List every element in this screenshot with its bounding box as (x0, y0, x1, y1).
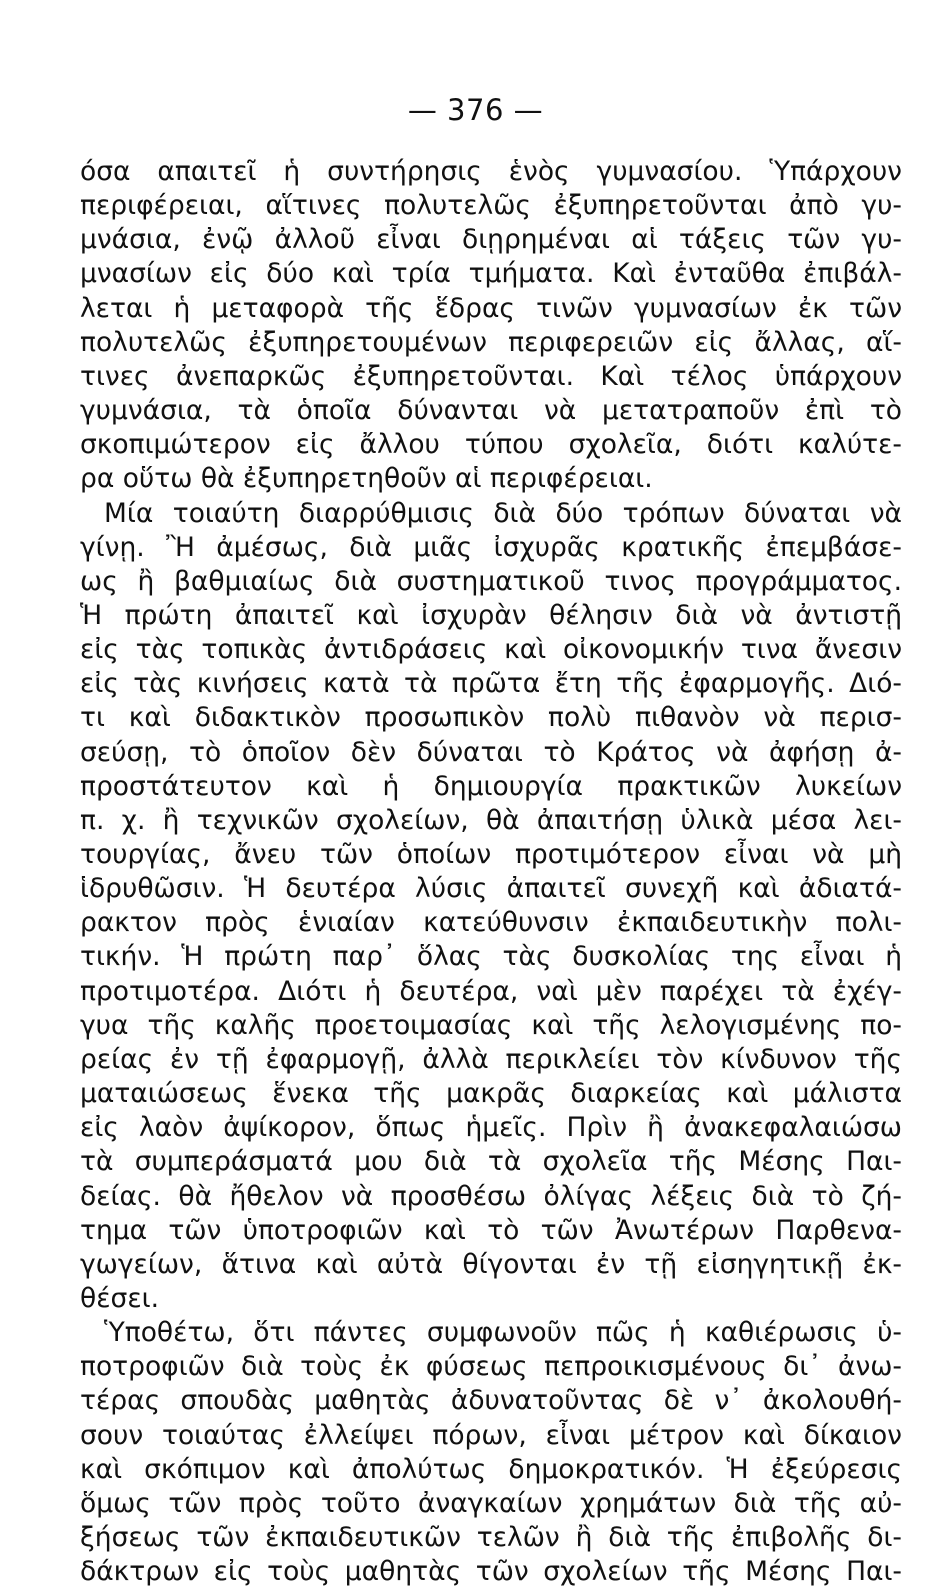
text-line: π. χ. ἢ τεχνικῶν σχολείων, θὰ ἀπαιτήσῃ ὑλικὰ μέσα λει- (80, 804, 902, 836)
text-line: ρα οὕτω θὰ ἐξυπηρετηθοῦν αἱ περιφέρειαι. (80, 463, 653, 495)
page-number: — 376 — (407, 93, 544, 127)
text-line: γυμνάσια, τὰ ὁποῖα δύνανται νὰ μετατραποῦν ἐπὶ τὸ (80, 395, 902, 427)
text-line: τι καὶ διδακτικὸν προσωπικὸν πολὺ πιθανὸν νὰ περισ- (80, 702, 902, 734)
text-line: δάκτρων εἰς τοὺς μαθητὰς τῶν σχολείων τῆς Μέσης Παι- (80, 1556, 902, 1588)
text-line: περιφέρειαι, αἵτινες πολυτελῶς ἐξυπηρετοῦνται ἀπὸ γυ- (80, 190, 902, 222)
text-line: τικήν. Ἡ πρώτη παρ᾽ ὅλας τὰς δυσκολίας της εἶναι ἡ (80, 941, 902, 973)
text-line: γυα τῆς καλῆς προετοιμασίας καὶ τῆς λελογισμένης πο- (80, 1009, 902, 1041)
text-line: όσα απαιτεῖ ἡ συντήρησις ἑνὸς γυμνασίου. Ὑπάρχουν (80, 156, 902, 187)
text-line: ρακτον πρὸς ἑνιαίαν κατεύθυνσιν ἐκπαιδευτικὴν πολι- (80, 907, 902, 939)
text-line: Ὑποθέτω, ὅτι πάντες συμφωνοῦν πῶς ἡ καθιέρωσις ὑ- (104, 1317, 902, 1349)
text-line: λεται ἡ μεταφορὰ τῆς ἕδρας τινῶν γυμνασίων ἐκ τῶν (80, 292, 902, 324)
text-line: δείας. θὰ ἤθελον νὰ προσθέσω ὀλίγας λέξεις διὰ τὸ ζή- (80, 1180, 902, 1212)
text-line: προστάτευτον καὶ ἡ δημιουργία πρακτικῶν λυκείων (80, 770, 902, 802)
text-line: τινες ἀνεπαρκῶς ἐξυπηρετοῦνται. Καὶ τέλος ὑπάρχουν (80, 360, 902, 392)
text-line: προτιμοτέρα. Διότι ἡ δευτέρα, ναὶ μὲν παρέχει τὰ ἐχέγ- (80, 975, 902, 1007)
text-line: γίνῃ. Ἢ ἀμέσως, διὰ μιᾶς ἰσχυρᾶς κρατικῆς ἐπεμβάσε- (80, 531, 902, 563)
text-line: τουργίας, ἄνευ τῶν ὁποίων προτιμότερον εἶναι νὰ μὴ (80, 839, 902, 870)
text-line: ρείας ἐν τῇ ἐφαρμογῇ, ἀλλὰ περικλείει τὸν κίνδυνον τῆς (80, 1043, 902, 1075)
text-line: εἰς τὰς τοπικὰς ἀντιδράσεις καὶ οἰκονομικήν τινα ἄνεσιν (80, 634, 902, 666)
text-line: μνασίων εἰς δύο καὶ τρία τμήματα. Καὶ ἐνταῦθα ἐπιβάλ- (80, 258, 902, 290)
text-line: ποτροφιῶν διὰ τοὺς ἐκ φύσεως πεπροικισμένους δι᾽ ἀνω- (80, 1351, 902, 1383)
text-line: γωγείων, ἅτινα καὶ αὐτὰ θίγονται ἐν τῇ εἰσηγητικῇ ἐκ- (80, 1248, 902, 1280)
text-line: εἰς τὰς κινήσεις κατὰ τὰ πρῶτα ἔτη τῆς ἐφαρμογῆς. Διό- (80, 668, 902, 700)
text-line: σουν τοιαύτας ἐλλείψει πόρων, εἶναι μέτρον καὶ δίκαιον (80, 1419, 902, 1451)
text-line: Ἡ πρώτη ἀπαιτεῖ καὶ ἰσχυρὰν θέλησιν διὰ νὰ ἀντιστῇ (80, 599, 902, 631)
text-line: τὰ συμπεράσματά μου διὰ τὰ σχολεῖα τῆς Μέσης Παι- (80, 1146, 902, 1178)
text-line: μνάσια, ἐνῷ ἀλλοῦ εἶναι διῃρημέναι αἱ τάξεις τῶν γυ- (80, 224, 902, 256)
text-line: σκοπιμώτερον εἰς ἄλλου τύπου σχολεῖα, διότι καλύτε- (80, 429, 902, 461)
text-line: ἱδρυθῶσιν. Ἡ δευτέρα λύσις ἀπαιτεῖ συνεχῆ καὶ ἀδιατά- (80, 873, 902, 905)
text-line: τημα τῶν ὑποτροφιῶν καὶ τὸ τῶν Ἀνωτέρων Παρθενα- (80, 1214, 902, 1246)
text-line: ματαιώσεως ἕνεκα τῆς μακρᾶς διαρκείας καὶ μάλιστα (80, 1078, 902, 1110)
text-line: σεύσῃ, τὸ ὁποῖον δὲν δύναται τὸ Κράτος νὰ ἀφήσῃ ἀ- (80, 736, 902, 768)
text-line: θέσει. (80, 1282, 160, 1314)
text-line: Μία τοιαύτη διαρρύθμισις διὰ δύο τρόπων δύναται νὰ (104, 497, 902, 529)
text-line: καὶ σκόπιμον καὶ ἀπολύτως δημοκρατικόν. Ἡ ἐξεύρεσις (80, 1453, 902, 1485)
text-line: τέρας σπουδὰς μαθητὰς ἀδυνατοῦντας δὲ ν᾽ ἀκολουθή- (80, 1385, 902, 1417)
text-line: πολυτελῶς ἐξυπηρετουμένων περιφερειῶν εἰς ἄλλας, αἵ- (80, 326, 902, 358)
text-line: ως ἢ βαθμιαίως διὰ συστηματικοῦ τινος προγράμματος. (80, 565, 902, 597)
text-line: εἰς λαὸν ἀψίκορον, ὅπως ἡμεῖς. Πρὶν ἢ ἀνακεφαλαιώσω (80, 1112, 902, 1144)
text-line: ὅμως τῶν πρὸς τοῦτο ἀναγκαίων χρημάτων διὰ τῆς αὐ- (80, 1487, 902, 1519)
text-line: ξήσεως τῶν ἐκπαιδευτικῶν τελῶν ἢ διὰ τῆς ἐπιβολῆς δι- (80, 1522, 902, 1553)
